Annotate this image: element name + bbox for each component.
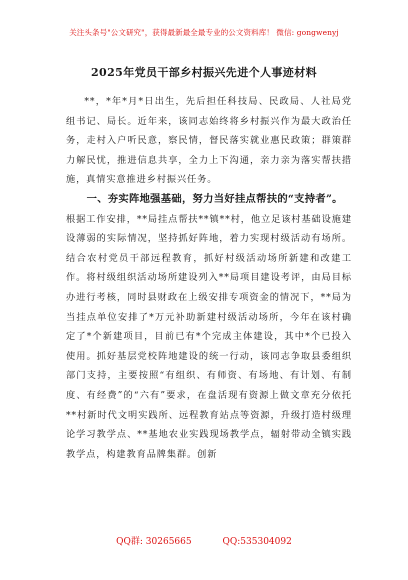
footer-contact bbox=[0, 534, 408, 547]
qq-group-number: QQ群: 30265665 bbox=[116, 537, 192, 547]
intro-paragraph: **，*年*月*日出生，先后担任科技局、民政局、人社局党组书记、局长。近年来，该同志始终将乡村振兴作为最大政治任务，走村入户听民意，察民情，督民落实就业惠民政策；群策群力解民忧，推进信息共享，全力上下沟通，亲力亲为落实帮扶措施，真情实意推进乡村振兴任务。 bbox=[66, 96, 352, 186]
header-banner: 关注头条号"公文研究"，获得最新最全最专业的公文资料库！ 微信: gongwenyj bbox=[69, 28, 339, 37]
qq-number: QQ:535304092 bbox=[222, 537, 292, 547]
document-title: 2025年党员干部乡村振兴先进个人事迹材料 bbox=[90, 66, 317, 79]
section-heading: 一、夯实阵地强基础，努力当好挂点帮扶的“支持者”。 bbox=[86, 192, 343, 205]
section-paragraph: 根据工作安排，**局挂点帮扶**镇**村，他立足该村基础设施建设薄弱的实际情况，坚持抓好阵地，着力实现村级活动有场所。结合农村党员干部远程教育，抓好村级活动场所新建和改建工作。将村级组织活动场所建设列入**局项目建设考评，由局目标办进行考核，同时县财政在上级安排专项资金的情况下，**局为当挂点单位安排了*万元补助新建村级活动场所，今年在该村确定了*个新建项目，目前已有*个完成主体建设，其中*个已投入使用。抓好基层党校阵地建设的统一行动，该同志争取县委组织部门支持，主要按照“有组织、有师资、有场地、有计划、有制度、有经费”的“六有”要求，在盘活现有资源上做文章充分依托**村新时代文明实践所、远程教育站点等资源，升级打造村级理论学习教学点、**基地农业实践现场教学点，辐射带动全镇实践教学点，构建教育品牌集群。创新 bbox=[66, 213, 352, 460]
document-body bbox=[66, 92, 352, 464]
